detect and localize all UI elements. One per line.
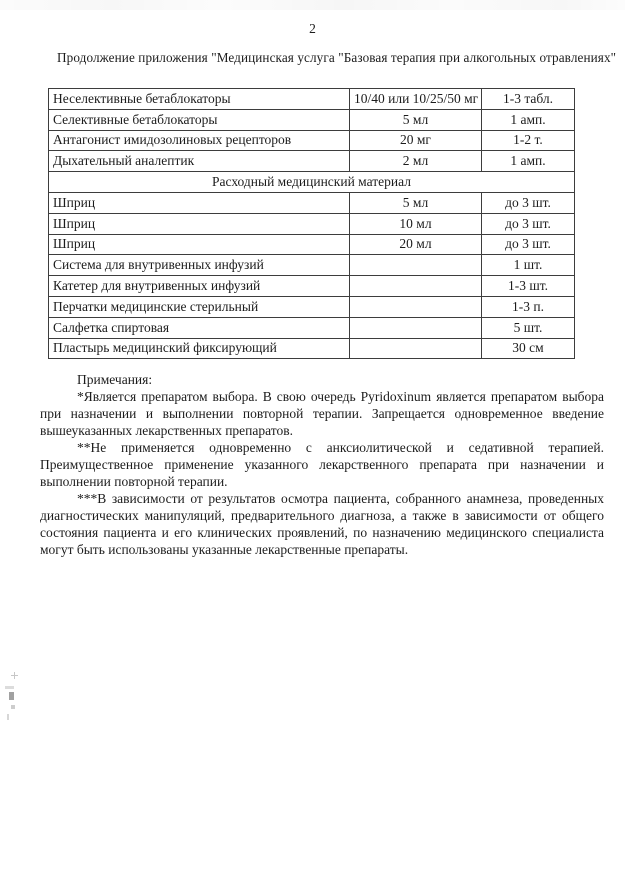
- notes-section: [40, 371, 604, 558]
- note-paragraph-3: ***В зависимости от результатов осмотра пациента, собранного анамнеза, проведенных диагностических манипуляций, предварительного диагноза, а также в зависимости от общего состояния пациента и его клинических проявлений, по назначению медицинского специалиста могут быть использованы указанные лекарственные препараты.: [40, 491, 604, 558]
- scan-artifact: [5, 686, 14, 689]
- table-row: [49, 276, 575, 297]
- item-name-cell: Неселективные бетаблокаторы: [49, 89, 350, 110]
- scan-noise-band: [0, 0, 625, 10]
- scan-artifact: [11, 672, 18, 679]
- document-title: Продолжение приложения "Медицинская услуга "Базовая терапия при алкогольных отравлениях": [57, 50, 617, 65]
- dose-cell: 20 мл: [350, 234, 482, 255]
- scan-artifact: [9, 692, 14, 700]
- notes-heading: Примечания:: [77, 372, 153, 388]
- item-name-cell: Шприц: [49, 213, 350, 234]
- qty-cell: 1-3 шт.: [482, 276, 575, 297]
- dose-cell: [350, 276, 482, 297]
- table-row: [49, 296, 575, 317]
- table-row: [49, 234, 575, 255]
- qty-cell: до 3 шт.: [482, 213, 575, 234]
- dose-cell: 10/40 или 10/25/50 мг: [350, 89, 482, 110]
- qty-cell: до 3 шт.: [482, 234, 575, 255]
- table-row: [49, 255, 575, 276]
- medication-table-body: [49, 89, 575, 359]
- scan-artifact: [7, 714, 9, 720]
- item-name-cell: Селективные бетаблокаторы: [49, 109, 350, 130]
- table-row: [49, 213, 575, 234]
- dose-cell: [350, 255, 482, 276]
- item-name-cell: Дыхательный аналептик: [49, 151, 350, 172]
- table-row: [49, 151, 575, 172]
- item-name-cell: Катетер для внутривенных инфузий: [49, 276, 350, 297]
- table-row: [49, 192, 575, 213]
- table-row: [49, 89, 575, 110]
- medication-table: [48, 88, 575, 359]
- page-number: 2: [309, 21, 316, 36]
- note-paragraph-2: **Не применяется одновременно с анксиолитической и седативной терапией. Преимущественное применение указанного лекарственного препарата при назначении и выполнении повторной терапии.: [40, 440, 604, 490]
- qty-cell: 1 амп.: [482, 151, 575, 172]
- table-section-header-row: [49, 172, 575, 193]
- item-name-cell: Пластырь медицинский фиксирующий: [49, 338, 350, 359]
- note-paragraph-1: *Является препаратом выбора. В свою очередь Pyridoxinum является препаратом выбора при назначении и выполнении повторной терапии. Запрещается одновременное введение вышеуказанных лекарственных препаратов.: [40, 389, 604, 439]
- item-name-cell: Система для внутривенных инфузий: [49, 255, 350, 276]
- item-name-cell: Салфетка спиртовая: [49, 317, 350, 338]
- qty-cell: 30 см: [482, 338, 575, 359]
- table-row: [49, 338, 575, 359]
- qty-cell: 1 шт.: [482, 255, 575, 276]
- item-name-cell: Перчатки медицинские стерильный: [49, 296, 350, 317]
- table-row: [49, 109, 575, 130]
- dose-cell: [350, 338, 482, 359]
- dose-cell: 5 мл: [350, 109, 482, 130]
- dose-cell: 10 мл: [350, 213, 482, 234]
- qty-cell: 1-3 п.: [482, 296, 575, 317]
- table-row: [49, 130, 575, 151]
- item-name-cell: Шприц: [49, 192, 350, 213]
- qty-cell: 1 амп.: [482, 109, 575, 130]
- item-name-cell: Антагонист имидозолиновых рецепторов: [49, 130, 350, 151]
- dose-cell: [350, 317, 482, 338]
- qty-cell: до 3 шт.: [482, 192, 575, 213]
- scan-artifact: [11, 705, 15, 709]
- dose-cell: 5 мл: [350, 192, 482, 213]
- table-row: [49, 317, 575, 338]
- qty-cell: 5 шт.: [482, 317, 575, 338]
- section-header-cell: Расходный медицинский материал: [49, 172, 575, 193]
- item-name-cell: Шприц: [49, 234, 350, 255]
- qty-cell: 1-3 табл.: [482, 89, 575, 110]
- dose-cell: [350, 296, 482, 317]
- qty-cell: 1-2 т.: [482, 130, 575, 151]
- dose-cell: 20 мг: [350, 130, 482, 151]
- dose-cell: 2 мл: [350, 151, 482, 172]
